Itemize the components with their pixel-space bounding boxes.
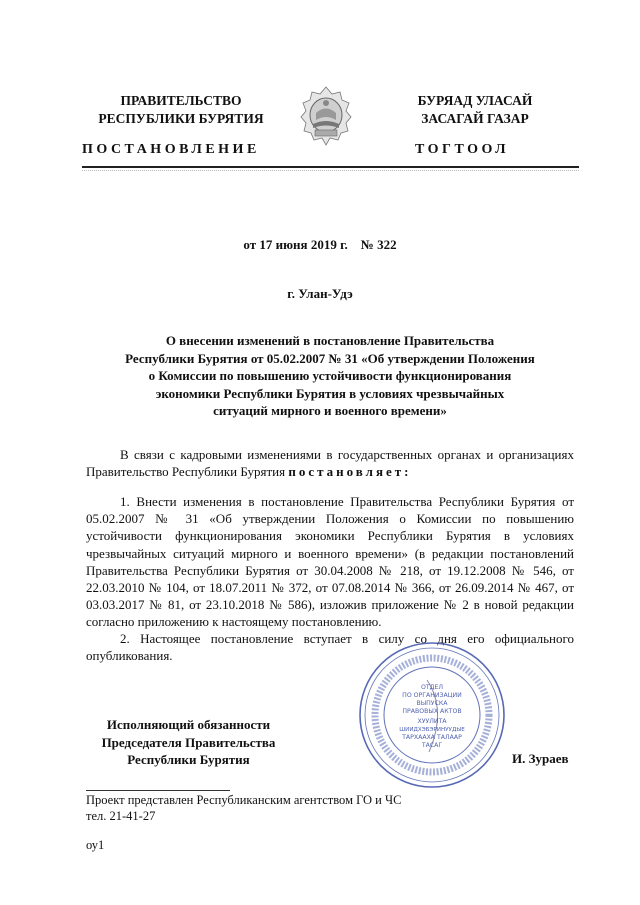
stamp-text-line: ТАРХААХА ТАЛААР: [402, 734, 462, 741]
title-line: о Комиссии по повышению устойчивости функционирования: [148, 368, 512, 383]
document-type-buryat: ТОГТООЛ: [415, 142, 510, 157]
preamble-text: В связи с кадровыми изменениями в государственных органах и организациях Правительство Республики Бурятия: [86, 447, 574, 480]
document-code: оу1: [86, 838, 105, 852]
clause-1-paragraph: [86, 493, 574, 631]
stamp-text-line: ХУУЛИТА: [417, 718, 447, 725]
stamp-text-line: ШИИДХЭБЭРИНУУДЫЕ: [399, 727, 465, 733]
signatory-line: Председателя Правительства: [101, 734, 276, 750]
signatory-name: И. Зураев: [512, 751, 569, 766]
footer-note: [86, 793, 401, 824]
project-submitted-by: Проект представлен Республиканским агентством ГО и ЧС: [86, 793, 402, 807]
stamp-text-line: ВЫПУСКА: [416, 700, 448, 707]
title-line: Республики Бурятия от 05.02.2007 № 31 «Об утверждении Положения: [125, 350, 535, 366]
signatory-position: [86, 716, 291, 769]
document-title: [100, 332, 560, 420]
stamp-text-line: ОТДЕЛ: [420, 684, 444, 691]
government-name-line1: ПРАВИТЕЛЬСТВО: [120, 93, 242, 108]
header-divider: [82, 166, 579, 168]
header-divider-dotted: [82, 170, 579, 171]
government-name-buryat-line1: БУРЯАД УЛАСАЙ: [417, 93, 533, 108]
resolves-keyword: постановляет:: [288, 464, 412, 480]
title-line: экономики Республики Бурятия в условиях чрезвычайных: [155, 385, 505, 401]
document-city: г. Улан-Удэ: [287, 286, 353, 301]
signatory-line: Республики Бурятия: [127, 752, 250, 767]
stamp-text-line: ПРАВОВЫХ АКТОВ: [402, 708, 462, 715]
title-line: ситуаций мирного и военного времени»: [213, 403, 447, 418]
government-name-buryat-line2: ЗАСАГАЙ ГАЗАР: [421, 111, 529, 126]
clause-1-text: 1. Внести изменения в постановление Правительства Республики Бурятия от 05.02.2007 № 31 «Об утверждении Положения о Комиссии по повышению устойчивости функционирования экономики Республики Бурятия в условиях чрезвычайных ситуаций мирного и военного времени» (в редакции постановлений Правительства Республики Бурятия от 30.04.2008 № 218, от 19.12.2008 № 546, от 22.03.2010 № 104, от 18.07.2011 № 372, от 07.08.2014 № 366, от 26.09.2014 № 467, от 03.03.2017 № 81, от 23.10.2018 № 586), изложив приложение № 2 в новой редакции согласно приложению к настоящему постановлению.: [86, 494, 574, 630]
republic-of-buryatia-emblem-icon: [296, 84, 356, 150]
stamp-text-line: ТАСАГ: [421, 742, 443, 749]
footer-divider: [86, 790, 230, 791]
government-name-line2: РЕСПУБЛИКИ БУРЯТИЯ: [98, 111, 264, 126]
title-line: О внесении изменений в постановление Правительства: [165, 333, 495, 348]
stamp-text-line: ПО ОРГАНИЗАЦИИ: [402, 692, 462, 699]
signatory-line: Исполняющий обязанности: [106, 717, 271, 732]
header-left-block: [86, 92, 276, 128]
preamble-paragraph: [86, 446, 574, 480]
header-right-block: [380, 92, 570, 128]
document-type-russian: ПОСТАНОВЛЕНИЕ: [82, 142, 260, 157]
document-date-number: от 17 июня 2019 г. № 322: [243, 237, 397, 252]
contact-phone: тел. 21-41-27: [86, 808, 156, 823]
official-stamp: [357, 640, 507, 790]
clause-2-text: 2. Настоящее постановление вступает в силу со дня его официального опубликования.: [86, 631, 574, 664]
